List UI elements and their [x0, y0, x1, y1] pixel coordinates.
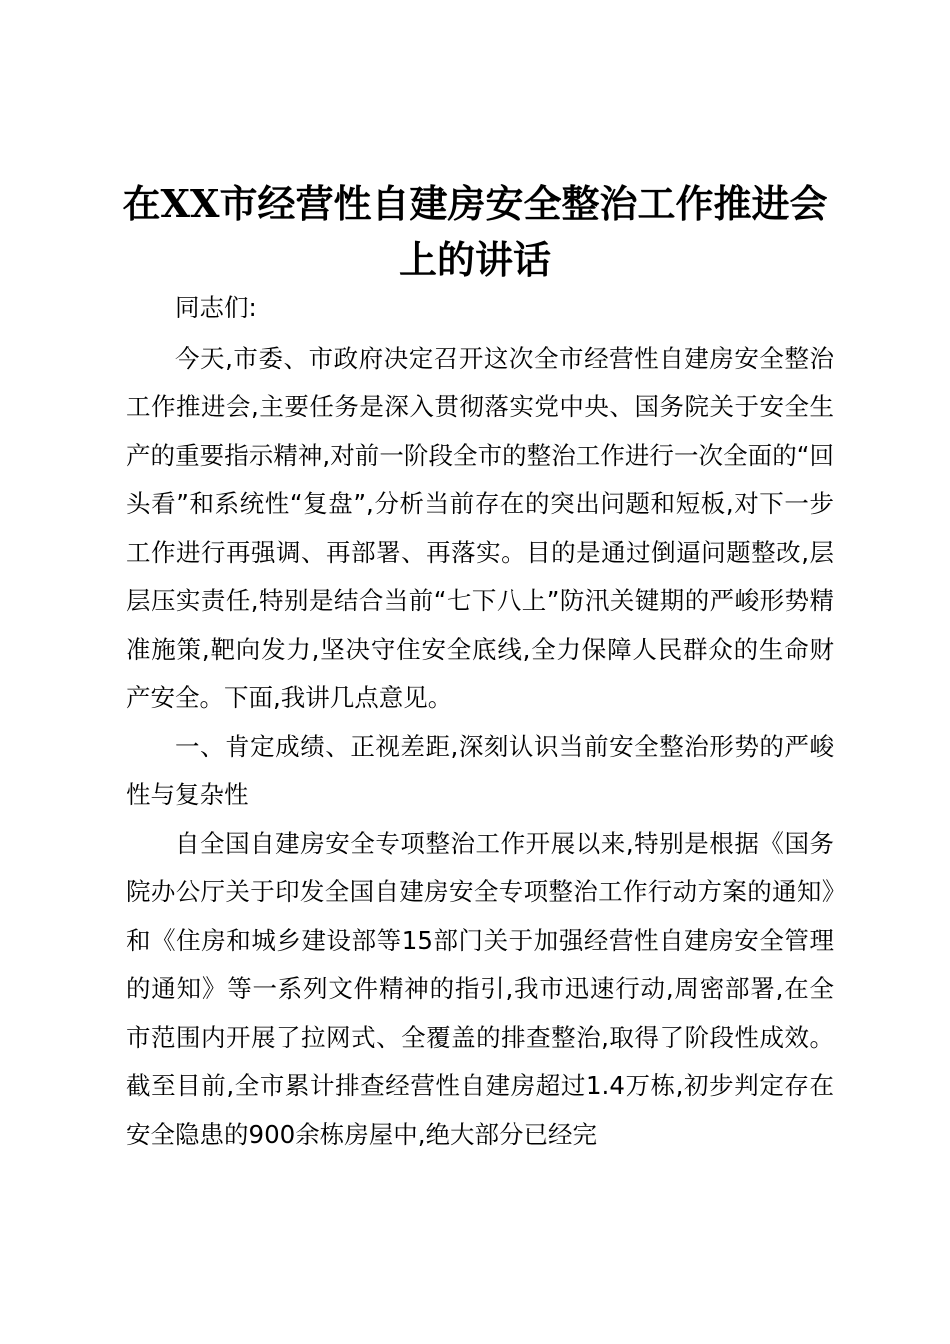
salutation: 同志们:: [175, 293, 257, 322]
document-body: [126, 284, 834, 1159]
paragraph-intro: 今天,市委、市政府决定召开这次全市经营性自建房安全整治工作推进会,主要任务是深入贯彻落实党中央、国务院关于安全生产的重要指示精神,对前一阶段全市的整治工作进行一次全面的“回头看”和系统性“复盘”,分析当前存在的突出问题和短板,对下一步工作进行再强调、再部署、再落实。目的是通过倒逼问题整改,层层压实责任,特别是结合当前“七下八上”防汛关键期的严峻形势精准施策,靶向发力,坚决守住安全底线,全力保障人民群众的生命财产安全。下面,我讲几点意见。: [126, 343, 834, 712]
document-title: 在XX市经营性自建房安全整治工作推进会上的讲话: [122, 181, 828, 282]
paragraph-achievements: 自全国自建房安全专项整治工作开展以来,特别是根据《国务院办公厅关于印发全国自建房安全专项整治工作行动方案的通知》和《住房和城乡建设部等15部门关于加强经营性自建房安全管理的通知》等一系列文件精神的指引,我市迅速行动,周密部署,在全市范围内开展了拉网式、全覆盖的排查整治,取得了阶段性成效。截至目前,全市累计排查经营性自建房超过1.4万栋,初步判定存在安全隐患的900余栋房屋中,绝大部分已经完: [126, 828, 834, 1149]
section-heading-1: 一、肯定成绩、正视差距,深刻认识当前安全整治形势的严峻性与复杂性: [126, 731, 834, 809]
